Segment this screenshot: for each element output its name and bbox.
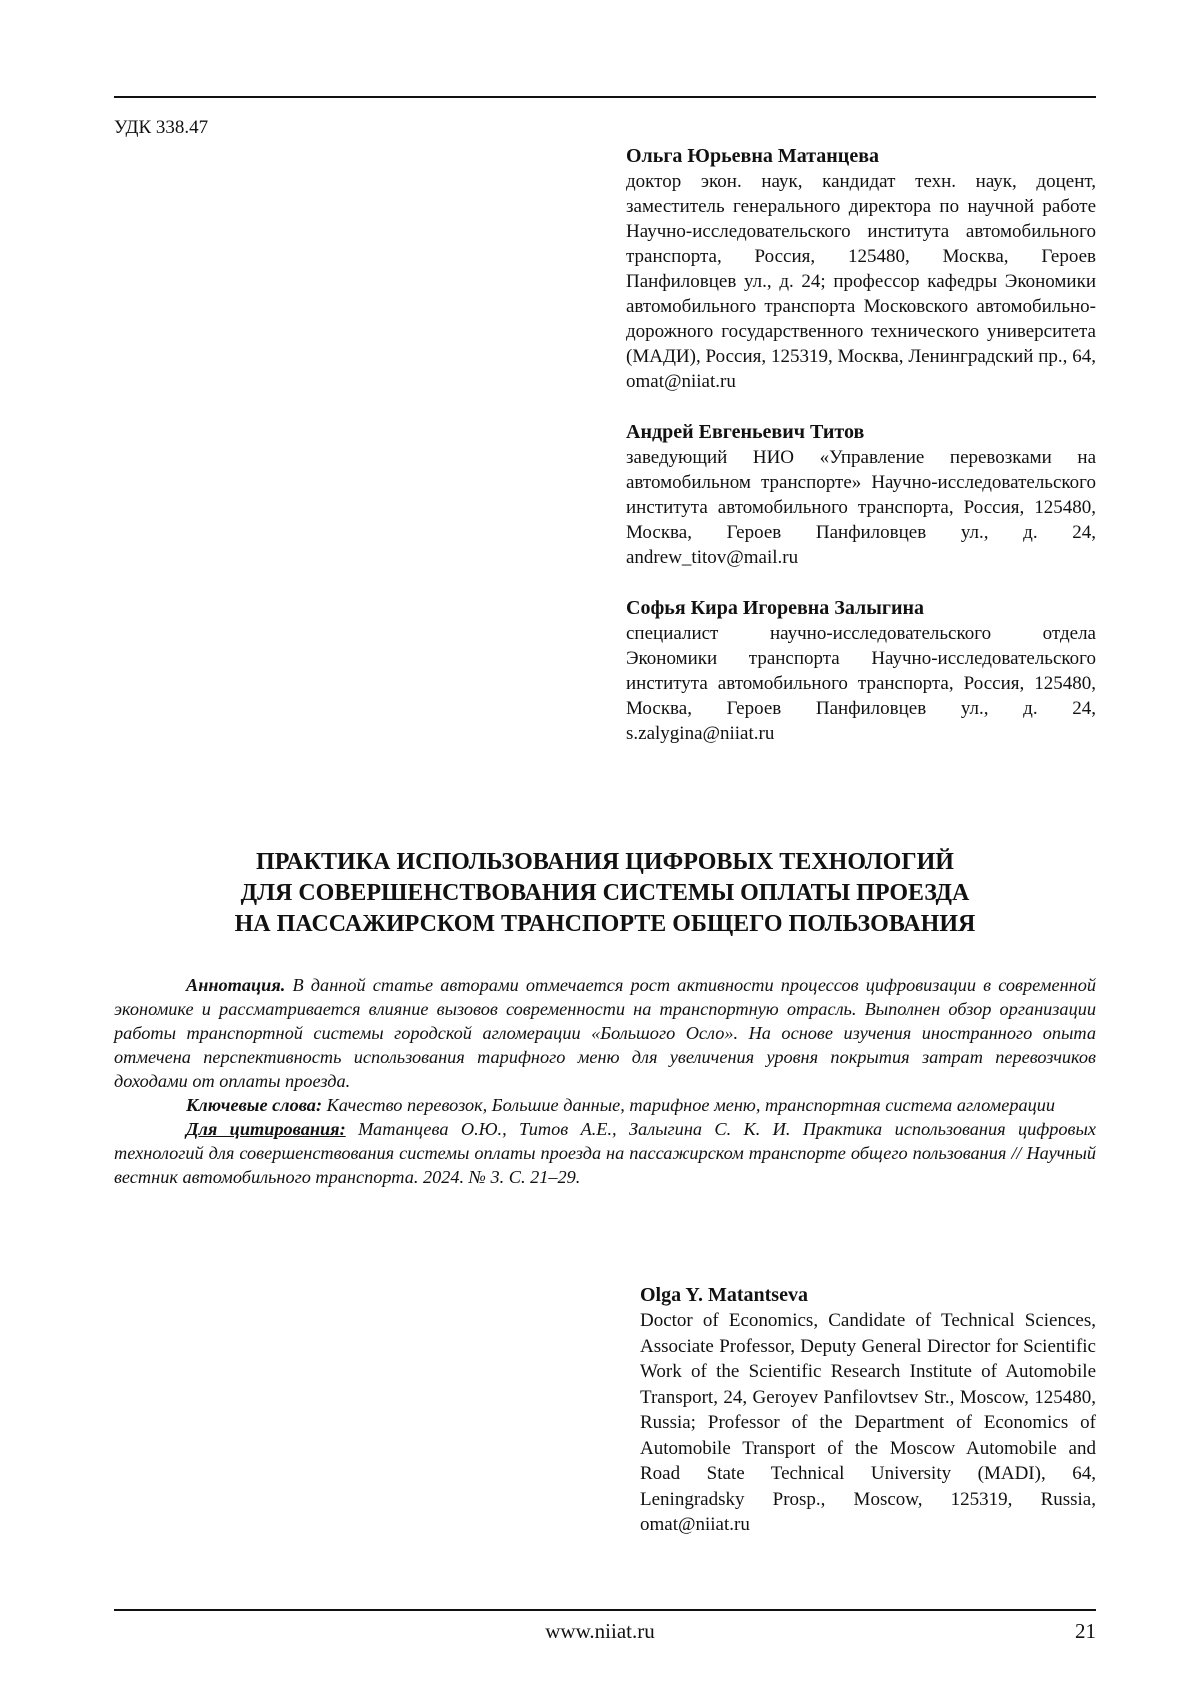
author-affiliation: доктор экон. наук, кандидат техн. наук, доцент, заместитель генерального директора по научной работе Научно-исследовательского института автомобильного транспорта, Россия, 125480, Москва, Героев Панфиловцев ул., д. 24; профессор кафедры Экономики автомобильного транспорта Московского автомобильно-дорожного государственного технического университета (МАДИ), Россия, 125319, Москва, Ленинградский пр., 64, omat@niiat.ru — [626, 171, 1096, 392]
abstract-text: В данной статье авторами отмечается рост активности процессов цифровизации в современной экономике и рассматривается влияние вызовов современности на транспортную отрасль. Выполнен обзор организации работы транспортной системы городской агломерации «Большого Осло». На основе изучения иностранного опыта отмечена перспективность использования тарифного меню для увеличения уровня покрытия затрат перевозчиков доходами от оплаты проезда. — [114, 975, 1096, 1091]
article-title — [114, 847, 1096, 940]
author-affiliation: специалист научно-исследовательского отдела Экономики транспорта Научно-исследовательского института автомобильного транспорта, Россия, 125480, Москва, Героев Панфиловцев ул., д. 24, s.zalygina@niiat.ru — [626, 623, 1096, 744]
title-line: ДЛЯ СОВЕРШЕНСТВОВАНИЯ СИСТЕМЫ ОПЛАТЫ ПРОЕЗДА — [240, 880, 970, 906]
author-3 — [626, 596, 1096, 746]
author-2 — [626, 420, 1096, 570]
title-line: НА ПАССАЖИРСКОМ ТРАНСПОРТЕ ОБЩЕГО ПОЛЬЗОВАНИЯ — [234, 911, 976, 937]
page-number: 21 — [1075, 1619, 1096, 1643]
abstract — [114, 973, 1096, 1093]
author-name: Ольга Юрьевна Матанцева — [626, 145, 880, 167]
citation — [114, 1117, 1096, 1189]
footer-rule — [114, 1609, 1096, 1611]
keywords — [114, 1093, 1096, 1117]
citation-text: Матанцева О.Ю., Титов А.Е., Залыгина С. К. И. Практика использования цифровых технологий для совершенствования системы оплаты проезда на пассажирском транспорте общего пользования // Научный вестник автомобильного транспорта. 2024. № 3. С. 21–29. — [114, 1119, 1096, 1187]
citation-label: Для цитирования: — [186, 1119, 346, 1139]
keywords-label: Ключевые слова: — [186, 1095, 323, 1115]
udk-code: УДК 338.47 — [114, 117, 209, 138]
abstract-label: Аннотация. — [186, 975, 286, 995]
footer-site-link[interactable]: www.niiat.ru — [545, 1619, 655, 1643]
author-1 — [626, 144, 1096, 394]
header-rule — [114, 96, 1096, 98]
author-name: Софья Кира Игоревна Залыгина — [626, 597, 924, 619]
keywords-text: Качество перевозок, Большие данные, тарифное меню, транспортная система агломерации — [326, 1095, 1056, 1115]
author-en — [640, 1283, 1096, 1538]
author-name: Андрей Евгеньевич Титов — [626, 421, 865, 443]
author-en-name: Olga Y. Matantseva — [640, 1284, 808, 1306]
author-affiliation: заведующий НИО «Управление перевозками на автомобильном транспорте» Научно-исследовательского института автомобильного транспорта, Россия, 125480, Москва, Героев Панфиловцев ул., д. 24, andrew_titov@mail.ru — [626, 447, 1096, 568]
authors-ru — [626, 144, 1096, 772]
author-en-affiliation: Doctor of Economics, Candidate of Technical Sciences, Associate Professor, Deputy General Director for Scientific Work of the Scientific Research Institute of Automobile Transport, 24, Geroyev Panfilovtsev Str., Moscow, 125480, Russia; Professor of the Department of Economics of Automobile Transport of the Moscow Automobile and Road State Technical University (MADI), 64, Leningradsky Prosp., Moscow, 125319, Russia, omat@niiat.ru — [640, 1310, 1096, 1535]
abstract-block — [114, 973, 1096, 1189]
title-line: ПРАКТИКА ИСПОЛЬЗОВАНИЯ ЦИФРОВЫХ ТЕХНОЛОГИЙ — [256, 849, 954, 875]
